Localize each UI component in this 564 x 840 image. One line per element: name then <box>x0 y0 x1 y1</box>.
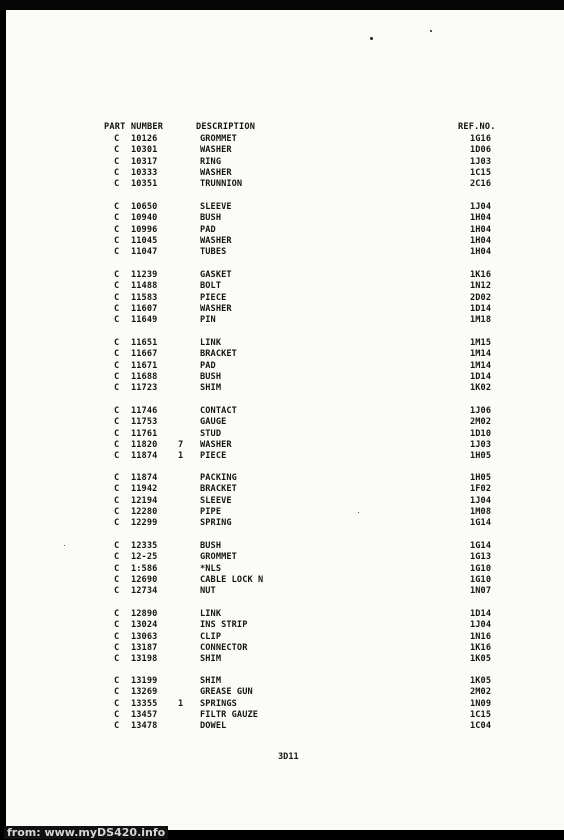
part-description: GROMMET <box>200 552 237 563</box>
part-prefix: C <box>114 473 120 483</box>
part-number: 11651 <box>131 338 158 348</box>
part-description: SPRINGS <box>200 698 237 709</box>
part-description: WASHER <box>200 167 232 178</box>
part-ref-no: 1N16 <box>470 631 492 642</box>
part-ref-no: 1C15 <box>470 709 492 720</box>
part-ref-no: 1M18 <box>470 315 492 326</box>
part-prefix: C <box>114 417 120 428</box>
part-description: LINK <box>200 609 222 619</box>
part-number: 11607 <box>131 303 158 314</box>
part-ref-no: 1G10 <box>470 563 492 574</box>
part-number: 11874 <box>131 451 158 462</box>
part-description: *NLS <box>200 563 222 574</box>
part-number: 13187 <box>131 642 158 653</box>
part-ref-no: 1C15 <box>470 167 492 178</box>
part-ref-no: 1K02 <box>470 383 492 394</box>
part-number: 11583 <box>131 292 158 303</box>
part-description: WASHER <box>200 439 232 450</box>
part-description: CONTACT <box>200 406 237 416</box>
part-prefix: C <box>114 495 120 506</box>
part-prefix: C <box>114 224 120 235</box>
part-ref-no: 1K05 <box>470 676 492 686</box>
part-ref-no: 2D02 <box>470 292 492 303</box>
part-description: WASHER <box>200 145 232 156</box>
part-description: TRUNNION <box>200 179 243 190</box>
part-prefix: C <box>114 609 120 619</box>
part-prefix: C <box>114 676 120 686</box>
part-description: GAUGE <box>200 417 227 428</box>
part-description: CONNECTOR <box>200 642 248 653</box>
part-prefix: C <box>114 292 120 303</box>
part-ref-no: 2M02 <box>470 687 492 698</box>
part-description: GREASE GUN <box>200 687 253 698</box>
part-number: 11239 <box>131 270 158 280</box>
part-number: 12335 <box>131 541 158 551</box>
part-number: 11942 <box>131 484 158 495</box>
part-qty: 1 <box>178 451 184 462</box>
part-description: FILTR GAUZE <box>200 709 259 720</box>
part-number: 11820 <box>131 439 158 450</box>
part-number: 12890 <box>131 609 158 619</box>
part-number: 10301 <box>131 145 158 156</box>
part-description: PACKING <box>200 473 237 483</box>
part-description: TUBES <box>200 247 227 258</box>
part-prefix: C <box>114 721 120 732</box>
part-number: 13269 <box>131 687 158 698</box>
part-number: 11047 <box>131 247 158 258</box>
part-description: SLEEVE <box>200 495 232 506</box>
part-description: BRACKET <box>200 484 237 495</box>
part-ref-no: 1D14 <box>470 609 492 619</box>
part-number: 10996 <box>131 224 158 235</box>
part-prefix: C <box>114 586 120 597</box>
part-prefix: C <box>114 406 120 416</box>
part-number: 10650 <box>131 202 158 212</box>
part-ref-no: 1F02 <box>470 484 492 495</box>
part-ref-no: 1J06 <box>470 406 492 416</box>
part-ref-no: 1K16 <box>470 270 492 280</box>
part-ref-no: 2C16 <box>470 179 492 190</box>
part-ref-no: 1M14 <box>470 349 492 360</box>
part-prefix: C <box>114 247 120 258</box>
part-number: 13457 <box>131 709 158 720</box>
part-number: 11045 <box>131 235 158 246</box>
part-description: SHIM <box>200 654 222 665</box>
part-number: 10940 <box>131 213 158 224</box>
part-number: 13478 <box>131 721 158 732</box>
part-number: 12194 <box>131 495 158 506</box>
part-description: LINK <box>200 338 222 348</box>
part-description: RING <box>200 156 222 167</box>
scan-speck <box>358 512 359 513</box>
part-prefix: C <box>114 552 120 563</box>
part-description: SHIM <box>200 383 222 394</box>
part-ref-no: 1M15 <box>470 338 492 348</box>
part-prefix: C <box>114 654 120 665</box>
part-ref-no: 1G13 <box>470 552 492 563</box>
part-description: NUT <box>200 586 216 597</box>
part-ref-no: 1J04 <box>470 495 492 506</box>
part-number: 12-25 <box>131 552 158 563</box>
part-ref-no: 1M08 <box>470 506 492 517</box>
part-prefix: C <box>114 698 120 709</box>
part-prefix: C <box>114 541 120 551</box>
part-prefix: C <box>114 303 120 314</box>
part-prefix: C <box>114 687 120 698</box>
part-prefix: C <box>114 156 120 167</box>
part-number: 12690 <box>131 574 158 585</box>
part-prefix: C <box>114 371 120 382</box>
part-description: BOLT <box>200 281 222 292</box>
part-number: 11649 <box>131 315 158 326</box>
part-description: WASHER <box>200 235 232 246</box>
part-prefix: C <box>114 315 120 326</box>
part-description: PAD <box>200 224 216 235</box>
part-ref-no: 1N12 <box>470 281 492 292</box>
scan-speck <box>370 37 373 40</box>
part-prefix: C <box>114 484 120 495</box>
part-prefix: C <box>114 202 120 212</box>
part-description: PIECE <box>200 451 227 462</box>
part-description: CLIP <box>200 631 222 642</box>
parts-list-page <box>6 10 564 830</box>
part-prefix: C <box>114 506 120 517</box>
part-ref-no: 1C04 <box>470 721 492 732</box>
part-number: 10333 <box>131 167 158 178</box>
header-description: DESCRIPTION <box>196 122 256 132</box>
part-number: 12299 <box>131 518 158 529</box>
part-ref-no: 1H04 <box>470 213 492 224</box>
part-number: 10351 <box>131 179 158 190</box>
scan-speck <box>430 30 432 32</box>
part-prefix: C <box>114 235 120 246</box>
part-prefix: C <box>114 134 120 144</box>
part-prefix: C <box>114 281 120 292</box>
part-prefix: C <box>114 270 120 280</box>
part-description: SLEEVE <box>200 202 232 212</box>
part-number: 13024 <box>131 620 158 631</box>
part-ref-no: 1D14 <box>470 371 492 382</box>
part-prefix: C <box>114 439 120 450</box>
part-ref-no: 1J04 <box>470 620 492 631</box>
part-number: 11688 <box>131 371 158 382</box>
part-prefix: C <box>114 428 120 439</box>
part-qty: 7 <box>178 439 184 450</box>
part-number: 11488 <box>131 281 158 292</box>
part-ref-no: 1G10 <box>470 574 492 585</box>
header-part-number: PART NUMBER <box>104 122 164 132</box>
part-ref-no: 1N09 <box>470 698 492 709</box>
part-prefix: C <box>114 631 120 642</box>
part-number: 13355 <box>131 698 158 709</box>
part-description: SHIM <box>200 676 222 686</box>
part-number: 13063 <box>131 631 158 642</box>
part-ref-no: 1H04 <box>470 247 492 258</box>
part-qty: 1 <box>178 698 184 709</box>
part-prefix: C <box>114 145 120 156</box>
scan-speck <box>64 545 65 546</box>
part-ref-no: 1H04 <box>470 235 492 246</box>
part-ref-no: 1G14 <box>470 541 492 551</box>
part-description: CABLE LOCK N <box>200 574 264 585</box>
part-prefix: C <box>114 518 120 529</box>
part-ref-no: 1N07 <box>470 586 492 597</box>
part-ref-no: 1J03 <box>470 156 492 167</box>
part-ref-no: 1H05 <box>470 473 492 483</box>
part-ref-no: 2M02 <box>470 417 492 428</box>
part-ref-no: 1J03 <box>470 439 492 450</box>
part-number: 11671 <box>131 360 158 371</box>
part-prefix: C <box>114 383 120 394</box>
part-number: 10317 <box>131 156 158 167</box>
part-number: 11761 <box>131 428 158 439</box>
part-prefix: C <box>114 709 120 720</box>
part-number: 10126 <box>131 134 158 144</box>
part-description: GROMMET <box>200 134 237 144</box>
part-prefix: C <box>114 338 120 348</box>
part-prefix: C <box>114 360 120 371</box>
part-prefix: C <box>114 563 120 574</box>
part-description: PAD <box>200 360 216 371</box>
part-description: SPRING <box>200 518 232 529</box>
part-ref-no: 1K05 <box>470 654 492 665</box>
part-description: PIPE <box>200 506 222 517</box>
part-prefix: C <box>114 167 120 178</box>
part-number: 11746 <box>131 406 158 416</box>
part-prefix: C <box>114 349 120 360</box>
part-number: 11723 <box>131 383 158 394</box>
header-ref-no: REF.NO. <box>458 122 496 132</box>
part-description: PIN <box>200 315 216 326</box>
part-ref-no: 1G14 <box>470 518 492 529</box>
part-prefix: C <box>114 179 120 190</box>
part-description: WASHER <box>200 303 232 314</box>
part-number: 12280 <box>131 506 158 517</box>
part-description: GASKET <box>200 270 232 280</box>
part-number: 12734 <box>131 586 158 597</box>
part-description: BUSH <box>200 541 222 551</box>
part-description: BUSH <box>200 371 222 382</box>
part-ref-no: 1K16 <box>470 642 492 653</box>
part-prefix: C <box>114 213 120 224</box>
part-ref-no: 1D10 <box>470 428 492 439</box>
part-ref-no: 1J04 <box>470 202 492 212</box>
part-ref-no: 1M14 <box>470 360 492 371</box>
part-number: 1:586 <box>131 563 158 574</box>
part-number: 11753 <box>131 417 158 428</box>
part-ref-no: 1H04 <box>470 224 492 235</box>
page-number: 3D11 <box>278 752 299 762</box>
part-prefix: C <box>114 642 120 653</box>
part-description: DOWEL <box>200 721 227 732</box>
part-description: BUSH <box>200 213 222 224</box>
part-ref-no: 1G16 <box>470 134 492 144</box>
part-description: INS STRIP <box>200 620 248 631</box>
part-description: BRACKET <box>200 349 237 360</box>
part-ref-no: 1H05 <box>470 451 492 462</box>
part-description: PIECE <box>200 292 227 303</box>
part-description: STUD <box>200 428 222 439</box>
scan-top-border <box>0 0 564 10</box>
part-prefix: C <box>114 620 120 631</box>
part-number: 11667 <box>131 349 158 360</box>
part-number: 13198 <box>131 654 158 665</box>
part-ref-no: 1D14 <box>470 303 492 314</box>
part-prefix: C <box>114 574 120 585</box>
part-ref-no: 1D06 <box>470 145 492 156</box>
source-watermark: from: www.myDS420.info <box>4 826 168 839</box>
part-number: 13199 <box>131 676 158 686</box>
part-prefix: C <box>114 451 120 462</box>
part-number: 11874 <box>131 473 158 483</box>
